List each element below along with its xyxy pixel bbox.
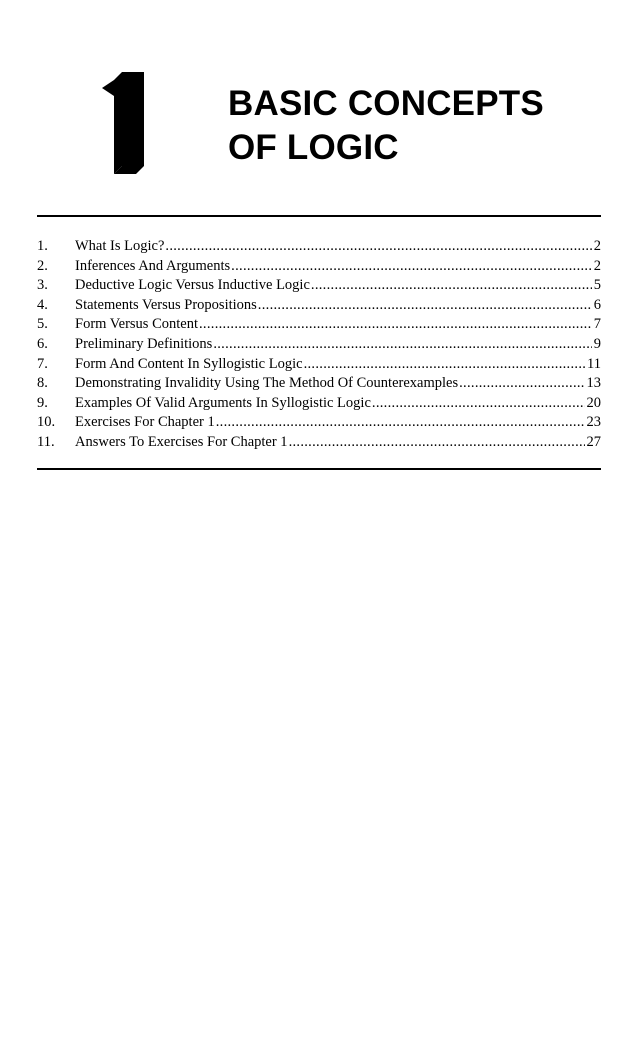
toc-entry-title: Preliminary Definitions: [75, 335, 213, 352]
toc-entry-title: Deductive Logic Versus Inductive Logic: [75, 277, 310, 294]
toc-entry-number: 3.: [37, 277, 48, 294]
toc-entry[interactable]: [37, 335, 601, 355]
toc-dot-leader: [459, 374, 584, 394]
toc-dot-leader: [311, 276, 592, 296]
toc-entry-title: Inferences And Arguments: [75, 257, 231, 274]
toc-entry-page: 20: [586, 394, 601, 411]
toc-entry-page: 11: [587, 355, 601, 372]
toc-entry[interactable]: [37, 355, 601, 375]
toc-entry[interactable]: [37, 315, 601, 335]
toc-dot-leader: [289, 433, 585, 453]
toc-entry[interactable]: [37, 394, 601, 414]
toc-entry-title: Answers To Exercises For Chapter 1: [75, 433, 288, 450]
toc-entry-page: 13: [586, 375, 601, 392]
toc-entry-page: 5: [593, 277, 601, 294]
toc-dot-leader: [216, 413, 585, 433]
toc-entry-number: 11.: [37, 433, 55, 450]
top-divider: [37, 215, 601, 217]
toc-dot-leader: [199, 315, 592, 335]
toc-entry-number: 6.: [37, 335, 48, 352]
toc-entry[interactable]: [37, 257, 601, 277]
toc-dot-leader: [213, 335, 591, 355]
toc-entry-title: Form And Content In Syllogistic Logic: [75, 355, 303, 372]
toc-entry-title: What Is Logic?: [75, 238, 165, 254]
toc-entry-title: Examples Of Valid Arguments In Syllogistic Logic: [75, 394, 371, 411]
toc-entry-number: 4.: [37, 296, 48, 313]
toc-dot-leader: [304, 355, 585, 375]
toc-entry[interactable]: [37, 296, 601, 316]
toc-entry-number: 7.: [37, 355, 48, 372]
chapter-title: [228, 82, 544, 170]
table-of-contents: [37, 237, 601, 453]
toc-entry[interactable]: [37, 413, 601, 433]
chapter-number-stem-shadow: [114, 72, 122, 174]
toc-dot-leader: [165, 237, 591, 257]
toc-entry[interactable]: [37, 374, 601, 394]
toc-entry-number: 10.: [37, 414, 56, 431]
toc-entry-page: 7: [593, 316, 601, 333]
toc-entry-page: 2: [593, 238, 601, 254]
toc-entry-page: 9: [593, 335, 601, 352]
toc-entry-page: 27: [586, 433, 601, 450]
toc-entry[interactable]: [37, 433, 601, 453]
toc-dot-leader: [231, 257, 592, 277]
chapter-number-graphic: [100, 70, 146, 174]
bottom-divider: [37, 468, 601, 470]
toc-entry[interactable]: [37, 237, 601, 257]
chapter-title-line-2: OF LOGIC: [228, 128, 399, 167]
toc-entry[interactable]: [37, 276, 601, 296]
toc-dot-leader: [372, 394, 585, 414]
toc-entry-page: 2: [593, 257, 601, 274]
toc-entry-title: Statements Versus Propositions: [75, 296, 257, 313]
toc-entry-number: 2.: [37, 257, 48, 274]
toc-entry-number: 8.: [37, 375, 48, 392]
toc-entry-title: Exercises For Chapter 1: [75, 414, 215, 431]
toc-dot-leader: [258, 296, 592, 316]
chapter-title-line-1: BASIC CONCEPTS: [228, 84, 544, 123]
toc-entry-title: Form Versus Content: [75, 316, 198, 333]
toc-entry-number: 1.: [37, 238, 48, 254]
toc-entry-page: 23: [586, 414, 601, 431]
toc-entry-page: 6: [593, 296, 601, 313]
toc-entry-number: 5.: [37, 316, 48, 333]
chapter-number-stem: [122, 72, 144, 166]
toc-entry-number: 9.: [37, 394, 48, 411]
chapter-number-flag: [102, 80, 114, 96]
toc-entry-title: Demonstrating Invalidity Using The Method Of Counterexamples: [75, 375, 459, 392]
